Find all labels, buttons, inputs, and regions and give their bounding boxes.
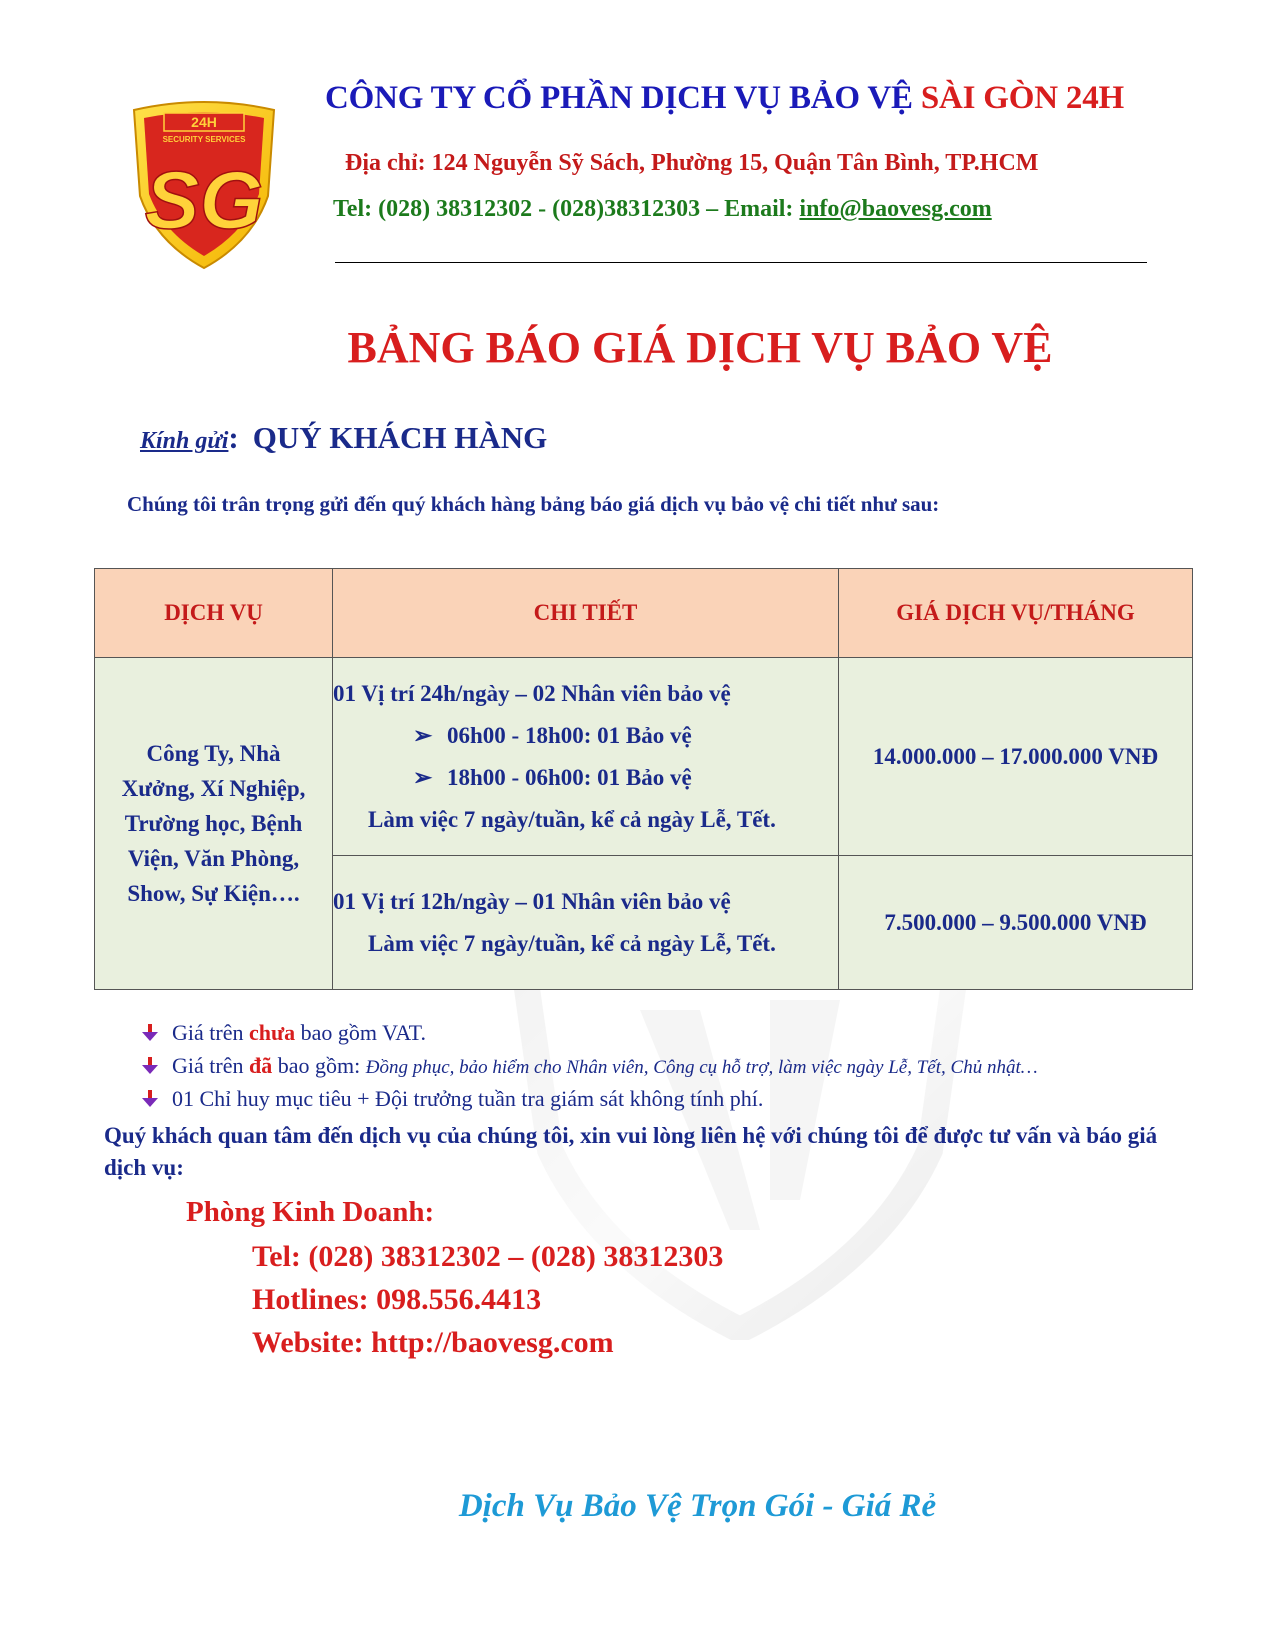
down-arrow-bullet-icon <box>140 1023 160 1043</box>
greeting-recipient: QUÝ KHÁCH HÀNG <box>252 420 548 455</box>
down-arrow-bullet-icon <box>140 1056 160 1076</box>
detail-note: Làm việc 7 ngày/tuần, kể cả ngày Lễ, Tết. <box>368 930 776 956</box>
slogan: Dịch Vụ Bảo Vệ Trọn Gói - Giá Rẻ <box>458 1488 937 1524</box>
header-divider <box>335 262 1147 263</box>
header-service: DỊCH VỤ <box>95 569 333 658</box>
price-cell: 7.500.000 – 9.500.000 VNĐ <box>839 856 1193 990</box>
detail-title: 01 Vị trí 24h/ngày – 02 Nhân viên bảo vệ <box>333 680 731 706</box>
sales-department: Phòng Kinh Doanh: <box>186 1196 435 1228</box>
email-link[interactable]: info@baovesg.com <box>799 196 992 222</box>
price-cell: 14.000.000 – 17.000.000 VNĐ <box>839 658 1193 856</box>
intro-text: Chúng tôi trân trọng gửi đến quý khách hàng bảng báo giá dịch vụ bảo vệ chi tiết như sau: <box>127 492 940 516</box>
detail-cell <box>333 658 839 856</box>
detail-cell <box>333 856 839 990</box>
arrow-bullet-icon: ➢ <box>413 722 433 748</box>
sales-hotline: Hotlines: 098.556.4413 <box>252 1283 542 1316</box>
greeting: Kính gửi: QUÝ KHÁCH HÀNG <box>140 420 548 455</box>
document-title: BẢNG BÁO GIÁ DỊCH VỤ BẢO VỆ <box>347 323 1053 372</box>
table-header-row <box>95 569 1193 658</box>
inquiry-text: Quý khách quan tâm đến dịch vụ của chúng tôi, xin vui lòng liên hệ với chúng tôi để được tư vấn và báo giá dịch vụ: <box>104 1123 1158 1180</box>
detail-title: 01 Vị trí 12h/ngày – 01 Nhân viên bảo vệ <box>333 888 731 914</box>
sg-shield-logo-icon <box>128 100 280 270</box>
table-row <box>95 658 1193 856</box>
company-address: Địa chỉ: 124 Nguyễn Sỹ Sách, Phường 15, Quận Tân Bình, TP.HCM <box>345 150 1039 176</box>
note-included: Giá trên đã bao gồm: Đồng phục, bảo hiểm cho Nhân viên, Công cụ hỗ trợ, làm việc ngày Lễ, Tết, Chủ nhật… <box>140 1053 1038 1079</box>
service-cell: Công Ty, Nhà Xưởng, Xí Nghiệp, Trường học, Bệnh Viện, Văn Phòng, Show, Sự Kiện…. <box>95 658 333 990</box>
company-name: CÔNG TY CỔ PHẦN DỊCH VỤ BẢO VỆ SÀI GÒN 24H <box>325 80 1124 116</box>
svg-text:SG: SG <box>144 155 264 246</box>
price-table <box>94 568 1193 990</box>
arrow-bullet-icon: ➢ <box>413 764 433 790</box>
note-vat: Giá trên chưa bao gồm VAT. <box>140 1020 426 1046</box>
svg-text:24H: 24H <box>191 114 217 130</box>
company-contact: Tel: (028) 38312302 - (028)38312303 – Email: info@baovesg.com <box>333 196 992 222</box>
company-name-highlight: SÀI GÒN 24H <box>920 80 1124 116</box>
down-arrow-bullet-icon <box>140 1089 160 1109</box>
shift-line: ➢ 06h00 - 18h00: 01 Bảo vệ <box>333 715 838 757</box>
detail-note: Làm việc 7 ngày/tuần, kể cả ngày Lễ, Tết. <box>368 806 776 832</box>
sales-website[interactable]: Website: http://baovesg.com <box>252 1326 614 1359</box>
note-free: 01 Chỉ huy mục tiêu + Đội trưởng tuần tra giám sát không tính phí. <box>140 1086 763 1112</box>
header-detail: CHI TIẾT <box>333 569 839 658</box>
sales-tel: Tel: (028) 38312302 – (028) 38312303 <box>252 1240 724 1273</box>
header-price: GIÁ DỊCH VỤ/THÁNG <box>839 569 1193 658</box>
svg-text:SECURITY SERVICES: SECURITY SERVICES <box>162 135 246 144</box>
shift-line: ➢ 18h00 - 06h00: 01 Bảo vệ <box>333 757 838 799</box>
greeting-label: Kính gửi <box>140 428 229 454</box>
